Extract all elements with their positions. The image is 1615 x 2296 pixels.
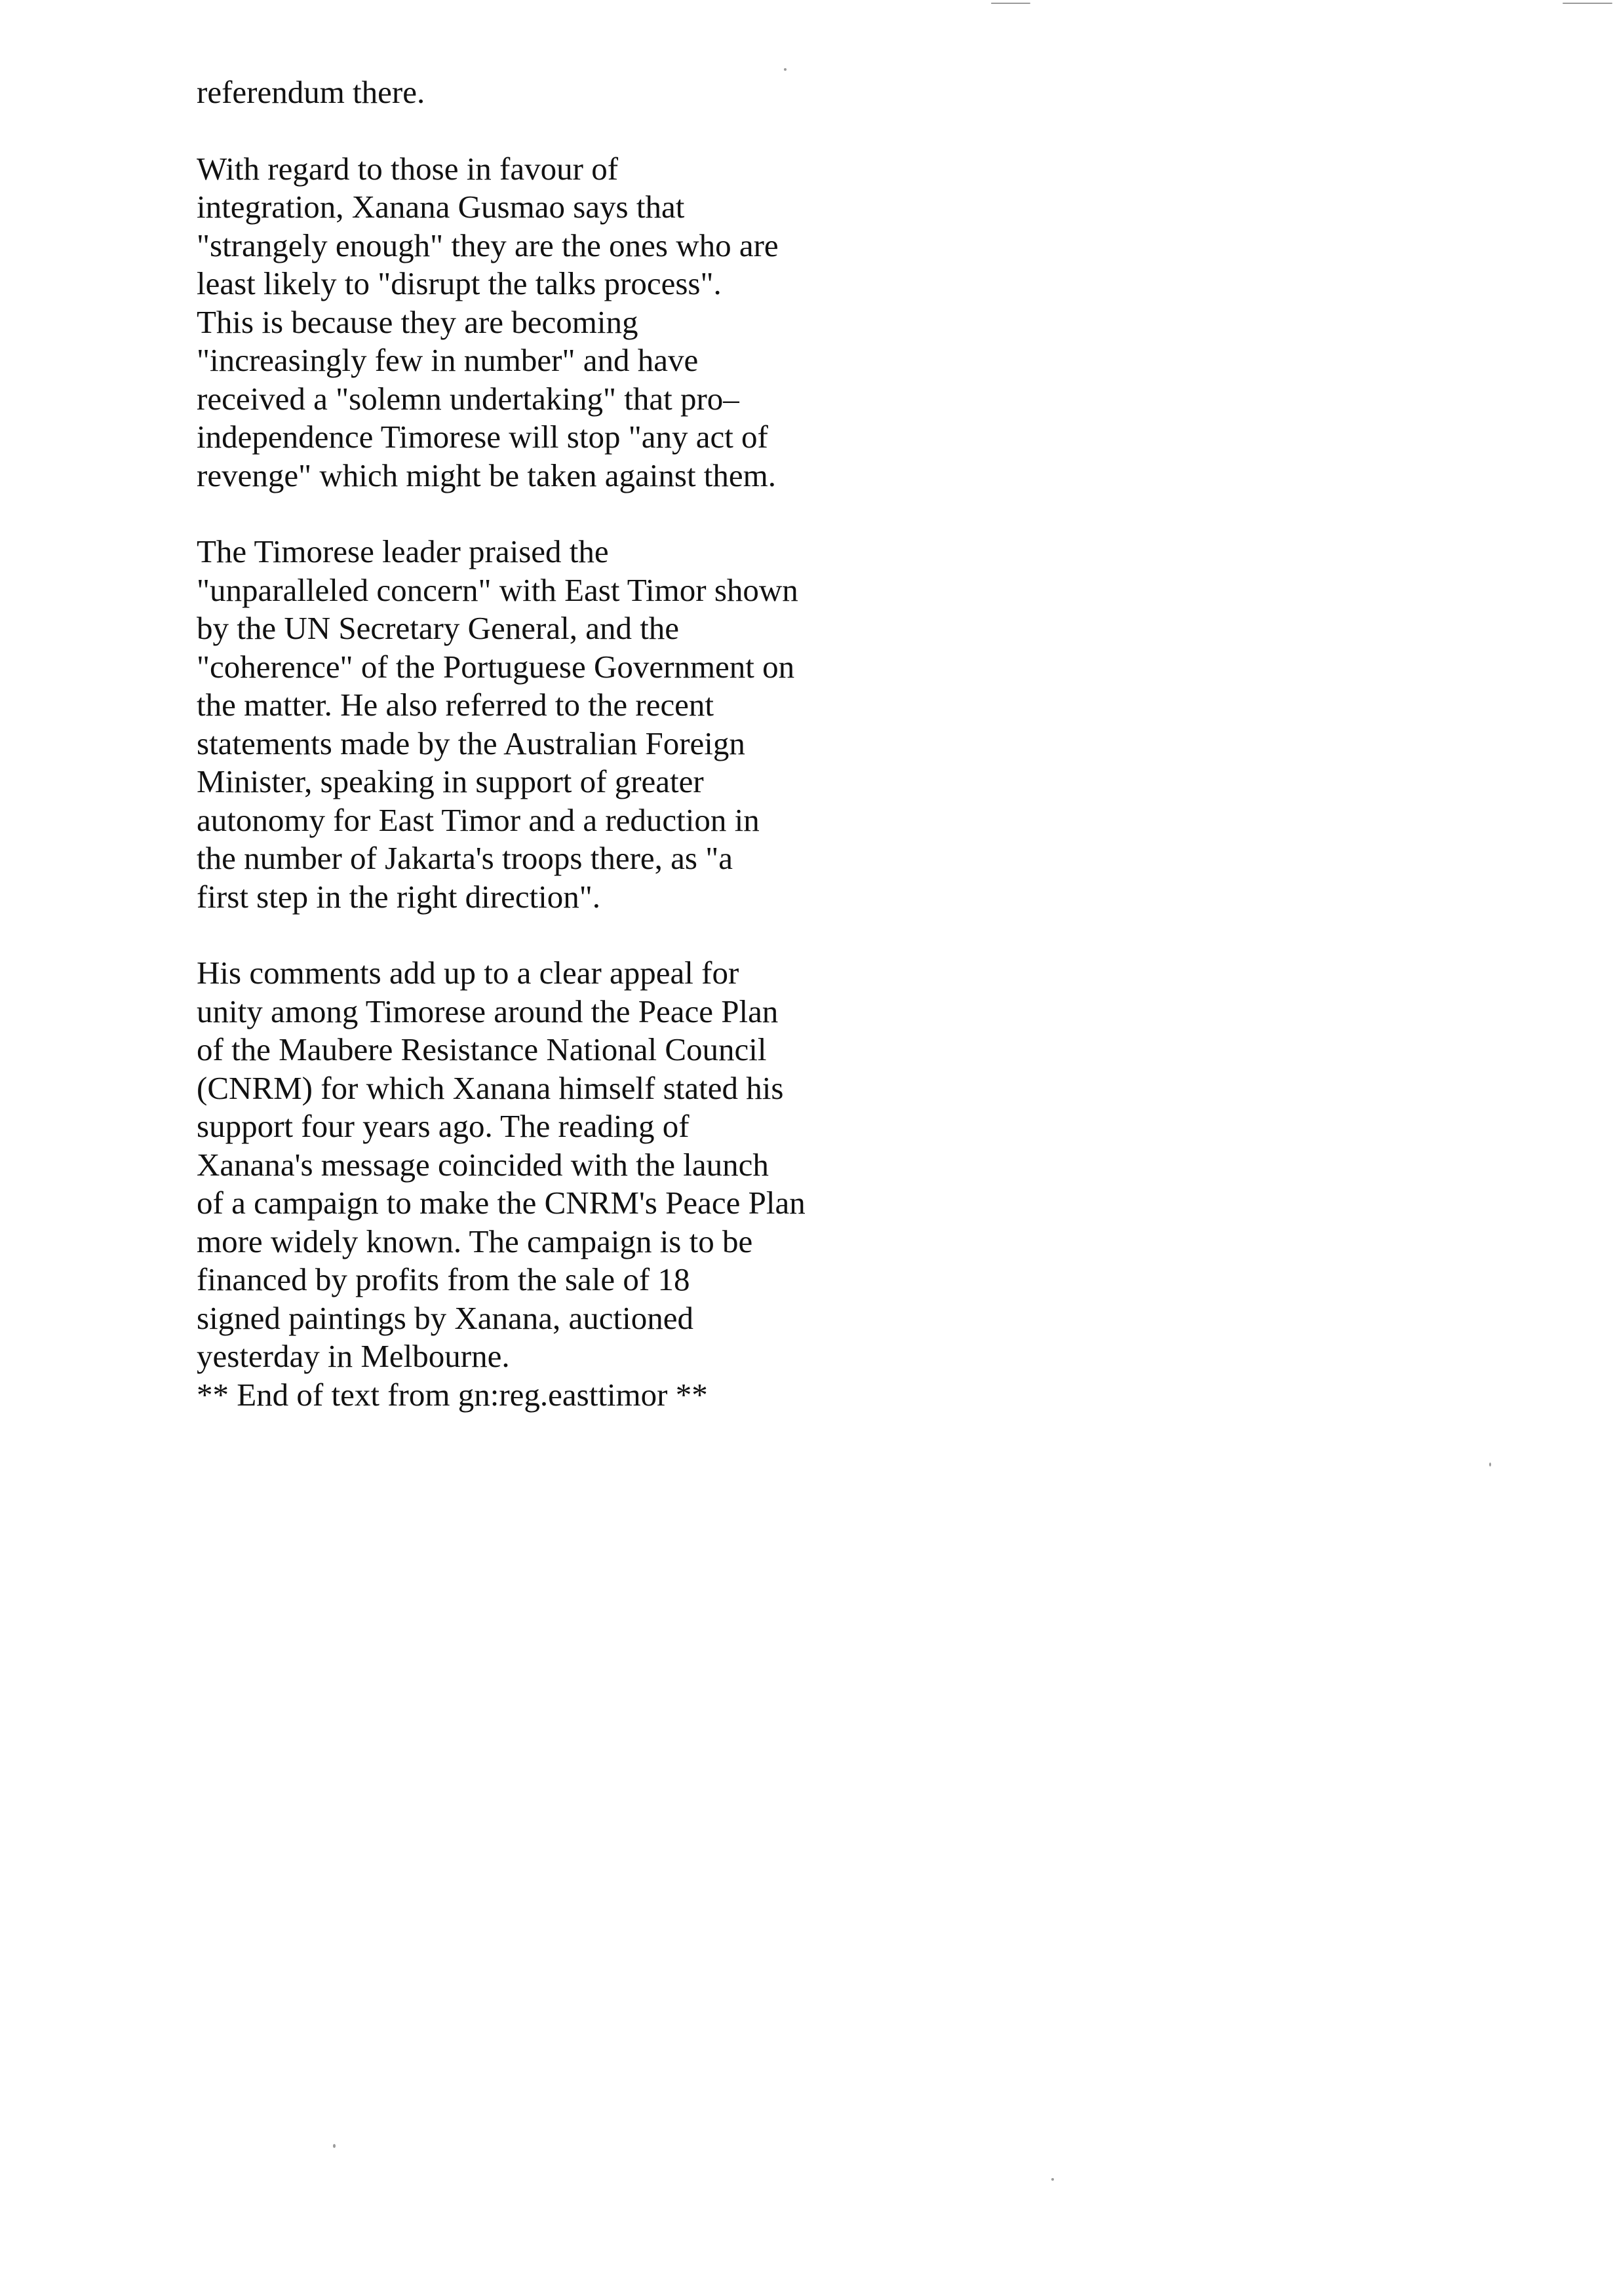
paragraph-2 (197, 150, 918, 495)
text-line: independence Timorese will stop "any act of (197, 419, 768, 455)
text-line: "coherence" of the Portuguese Government on (197, 648, 795, 685)
paragraph-3 (197, 533, 918, 916)
article-body (197, 73, 918, 1414)
scan-speck (1489, 1463, 1491, 1466)
text-line: the matter. He also referred to the recent (197, 687, 714, 723)
text-line: The Timorese leader praised the (197, 533, 609, 569)
text-line: "increasingly few in number" and have (197, 342, 699, 378)
text-line: His comments add up to a clear appeal for (197, 955, 739, 991)
scan-speck (333, 2144, 336, 2148)
paragraph-spacer (197, 112, 918, 150)
text-line: support four years ago. The reading of (197, 1108, 690, 1144)
paragraph-spacer (197, 916, 918, 954)
text-line: signed paintings by Xanana, auctioned (197, 1299, 693, 1336)
text-line: Minister, speaking in support of greater (197, 763, 704, 799)
text-line: the number of Jakarta's troops there, as "a (197, 840, 733, 876)
text-line: yesterday in Melbourne. (197, 1338, 510, 1374)
text-line: by the UN Secretary General, and the (197, 610, 680, 646)
text-line: integration, Xanana Gusmao says that (197, 189, 685, 225)
text-line: referendum there. (197, 74, 425, 110)
text-line: received a "solemn undertaking" that pro– (197, 380, 739, 417)
text-line: of a campaign to make the CNRM's Peace Plan (197, 1185, 806, 1221)
text-line: of the Maubere Resistance National Council (197, 1031, 767, 1067)
text-line: "unparalleled concern" with East Timor shown (197, 571, 798, 608)
scan-speck (784, 68, 787, 71)
text-line: unity among Timorese around the Peace Plan (197, 993, 779, 1029)
text-line: least likely to "disrupt the talks process". (197, 265, 722, 301)
text-line: With regard to those in favour of (197, 150, 619, 187)
text-line: "strangely enough" they are the ones who are (197, 227, 779, 263)
text-line: more widely known. The campaign is to be (197, 1223, 753, 1259)
text-line: (CNRM) for which Xanana himself stated his (197, 1069, 784, 1106)
paragraph-1 (197, 73, 918, 112)
paragraph-4 (197, 954, 918, 1414)
text-line: revenge" which might be taken against them. (197, 457, 777, 493)
scan-speck (991, 3, 1030, 4)
text-line: ** End of text from gn:reg.easttimor ** (197, 1376, 708, 1413)
paragraph-spacer (197, 495, 918, 533)
text-line: first step in the right direction". (197, 878, 601, 915)
text-line: This is because they are becoming (197, 303, 638, 340)
text-line: financed by profits from the sale of 18 (197, 1261, 690, 1297)
scan-speck (1051, 2178, 1054, 2181)
text-line: statements made by the Australian Foreign (197, 725, 745, 761)
scan-speck (1563, 3, 1612, 4)
text-line: autonomy for East Timor and a reduction in (197, 801, 760, 838)
text-line: Xanana's message coincided with the launch (197, 1146, 769, 1183)
